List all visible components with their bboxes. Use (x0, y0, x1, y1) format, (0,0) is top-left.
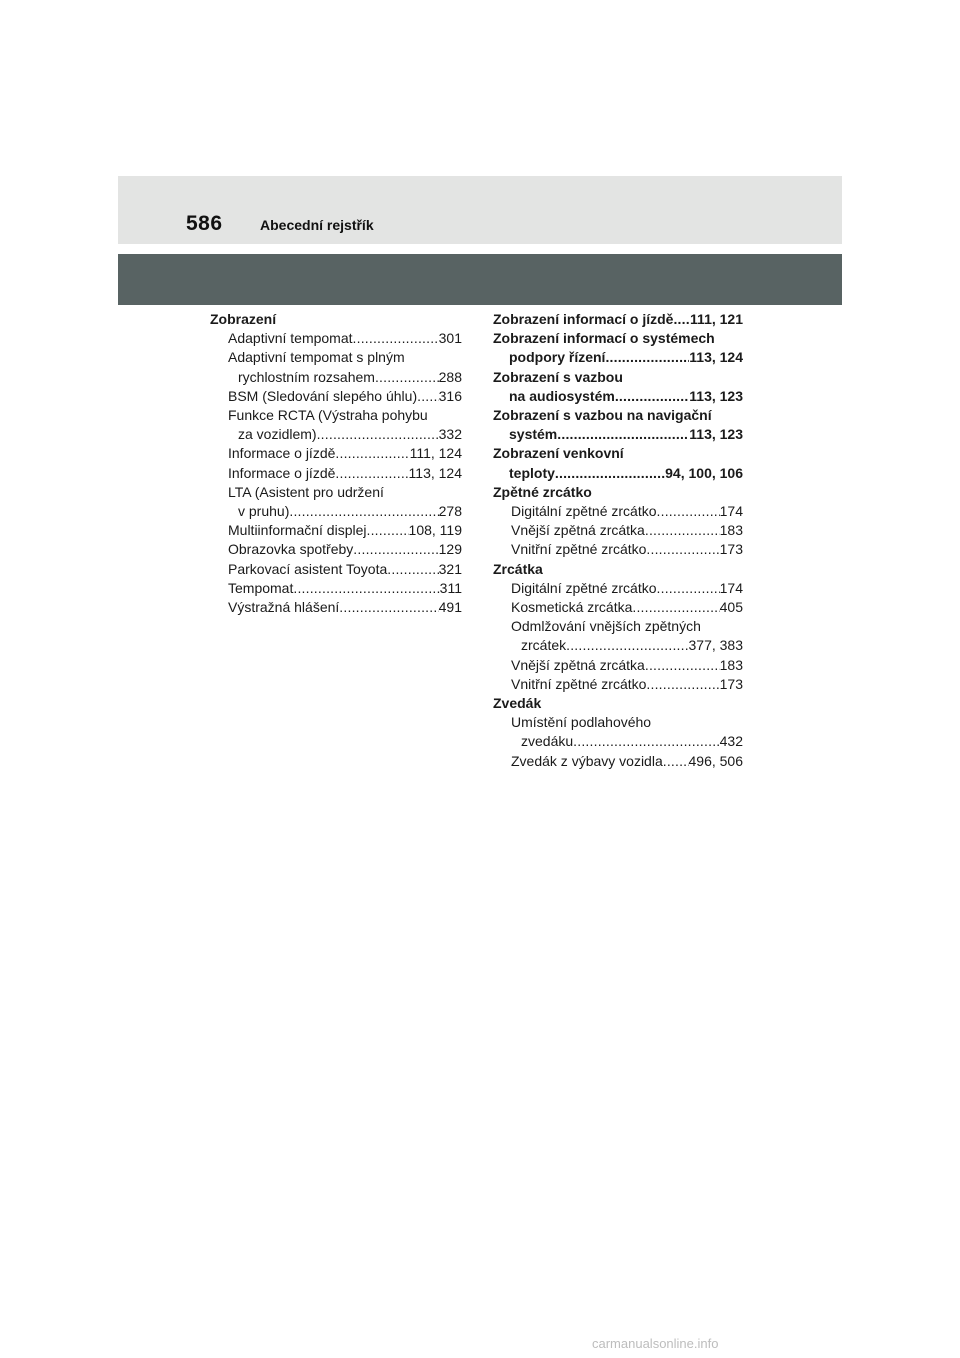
index-entry (493, 464, 743, 483)
dot-leader (317, 425, 439, 444)
index-entry (210, 521, 462, 540)
index-entry-text: Odmlžování vnějších zpětných (511, 618, 701, 635)
index-entry-text: na audiosystém (509, 387, 615, 404)
index-entry (493, 348, 743, 367)
index-entry-page: 311 (439, 579, 462, 596)
footer-watermark[interactable]: carmanualsonline.info (592, 1336, 719, 1351)
page-header-band (118, 176, 842, 244)
page-number: 586 (186, 212, 223, 235)
index-entry-text: Informace o jízdě (228, 464, 336, 481)
dot-leader (645, 521, 720, 540)
dot-leader (335, 444, 409, 463)
dot-leader (646, 540, 719, 559)
index-entry (210, 560, 462, 579)
index-entry-text: Informace o jízdě (228, 445, 336, 462)
index-entry-page: 113, 124 (689, 349, 743, 366)
dot-leader (417, 387, 439, 406)
index-entry-text: Digitální zpětné zrcátko (511, 503, 657, 520)
index-entry (493, 636, 743, 655)
index-entry (210, 483, 462, 502)
index-entry (210, 579, 462, 598)
dot-leader (387, 560, 438, 579)
index-entry-text: Zobrazení venkovní (493, 445, 624, 462)
index-entry (493, 310, 743, 329)
index-entry-page: 301 (438, 330, 462, 347)
dot-leader (657, 502, 720, 521)
index-entry (493, 656, 743, 675)
index-column-right (493, 310, 743, 771)
index-entry (493, 425, 743, 444)
index-entry-text: teploty (509, 464, 555, 481)
index-entry-text: Umístění podlahového (511, 714, 652, 731)
index-entry (493, 752, 743, 771)
dot-leader (339, 598, 438, 617)
index-entry-text: Obrazovka spotřeby (228, 541, 354, 558)
dot-leader (375, 368, 439, 387)
index-entry-text: zvedáku (521, 733, 574, 750)
index-entry-page: 113, 123 (689, 426, 743, 443)
index-entry-page: 332 (438, 426, 462, 443)
index-entry-page: 173 (719, 541, 743, 558)
index-entry-text: v pruhu) (238, 503, 290, 520)
index-entry-page: 94, 100, 106 (665, 464, 743, 481)
index-entry-text: Adaptivní tempomat (228, 330, 353, 347)
index-entry (493, 598, 743, 617)
index-entry-page: 111, 121 (690, 311, 743, 327)
section-title: Abecední rejstřík (260, 217, 374, 233)
index-entry-text: Zobrazení s vazbou (493, 368, 623, 385)
index-entry-text: Zvedák z výbavy vozidla (511, 752, 663, 769)
index-entry (210, 310, 462, 329)
index-entry-text: Zpětné zrcátko (493, 483, 592, 500)
index-entry-page: 377, 383 (688, 637, 743, 654)
dot-leader (663, 752, 689, 771)
dot-leader (557, 425, 689, 444)
index-entry (210, 598, 462, 617)
index-entry-text: Kosmetická zrcátka (511, 599, 633, 616)
index-entry (493, 579, 743, 598)
index-entry-text: Zobrazení informací o jízdě (493, 311, 674, 327)
index-entry-page: 321 (438, 560, 462, 577)
index-entry (210, 464, 462, 483)
index-entry-text: Multiinformační displej (228, 522, 367, 539)
index-entry-text: rychlostním rozsahem (238, 368, 375, 385)
index-entry (493, 444, 743, 463)
dot-leader (289, 502, 438, 521)
dot-leader (353, 540, 438, 559)
dot-leader (555, 464, 665, 483)
dot-leader (632, 598, 719, 617)
index-entry (210, 444, 462, 463)
index-entry (210, 425, 462, 444)
index-entry-text: Zobrazení s vazbou na navigační (493, 407, 712, 424)
index-entry-page: 496, 506 (688, 752, 743, 769)
index-entry-page: 288 (438, 368, 462, 385)
index-entry (493, 521, 743, 540)
index-entry-text: za vozidlem) (238, 426, 317, 443)
index-entry-page: 432 (719, 733, 743, 750)
dot-leader (293, 579, 439, 598)
index-entry-page: 108, 119 (408, 522, 462, 539)
index-entry-text: Vnější zpětná zrcátka (511, 522, 645, 539)
index-entry (210, 540, 462, 559)
index-entry (493, 502, 743, 521)
dot-leader (657, 579, 720, 598)
index-entry-text: Zvedák (493, 695, 542, 712)
index-entry (493, 560, 743, 579)
index-entry-page: 113, 123 (689, 387, 743, 404)
index-entry (210, 406, 462, 425)
index-entry (493, 387, 743, 406)
index-entry (493, 713, 743, 732)
index-entry-page: 316 (438, 387, 462, 404)
index-entry (493, 483, 743, 502)
index-entry-text: Vnitřní zpětné zrcátko (511, 675, 647, 692)
index-entry-text: BSM (Sledování slepého úhlu) (228, 387, 418, 404)
section-dark-band (118, 254, 842, 305)
index-entry-page: 129 (438, 541, 462, 558)
index-entry-page: 405 (719, 599, 743, 616)
index-entry (493, 617, 743, 636)
index-entry-text: Tempomat (228, 579, 294, 596)
index-entry-page: 491 (438, 599, 462, 616)
dot-leader (573, 732, 719, 751)
index-entry-text: zrcátek (521, 637, 567, 654)
index-entry (210, 502, 462, 521)
dot-leader (367, 521, 409, 540)
dot-leader (353, 329, 439, 348)
index-entry-text: Zrcátka (493, 560, 543, 577)
index-entry-page: 111, 124 (409, 445, 462, 462)
index-entry-page: 278 (438, 503, 462, 520)
index-entry-text: Digitální zpětné zrcátko (511, 579, 657, 596)
index-entry-text: Výstražná hlášení (228, 599, 340, 616)
dot-leader (645, 656, 720, 675)
index-entry-text: Zobrazení informací o systémech (493, 330, 715, 347)
index-entry-text: LTA (Asistent pro udržení (228, 483, 384, 500)
index-entry-page: 174 (719, 579, 743, 596)
index-entry (493, 329, 743, 348)
index-entry (210, 329, 462, 348)
dot-leader (615, 387, 689, 406)
index-entry-text: Parkovací asistent Toyota (228, 560, 388, 577)
dot-leader (605, 348, 689, 367)
index-entry-text: Vnější zpětná zrcátka (511, 656, 645, 673)
dot-leader (335, 464, 408, 483)
index-entry-text: Zobrazení (210, 311, 277, 327)
index-entry (493, 694, 743, 713)
index-entry (210, 368, 462, 387)
index-entry-text: Adaptivní tempomat s plným (228, 349, 405, 366)
index-entry (493, 732, 743, 751)
index-entry (210, 348, 462, 367)
index-entry-text: Vnitřní zpětné zrcátko (511, 541, 647, 558)
index-entry-page: 183 (719, 522, 743, 539)
index-entry (210, 387, 462, 406)
index-entry-text: systém (509, 426, 558, 443)
index-entry-text: podpory řízení (509, 349, 606, 366)
dot-leader (646, 675, 719, 694)
index-entry-page: 174 (719, 503, 743, 520)
index-entry (493, 540, 743, 559)
dot-leader (673, 310, 690, 329)
index-entry-page: 113, 124 (408, 464, 462, 481)
index-column-left (210, 310, 462, 617)
index-entry (493, 368, 743, 387)
index-entry-page: 183 (719, 656, 743, 673)
index-entry-page: 173 (719, 675, 743, 692)
index-entry (493, 675, 743, 694)
dot-leader (566, 636, 688, 655)
index-entry (493, 406, 743, 425)
index-entry-text: Funkce RCTA (Výstraha pohybu (228, 407, 428, 424)
